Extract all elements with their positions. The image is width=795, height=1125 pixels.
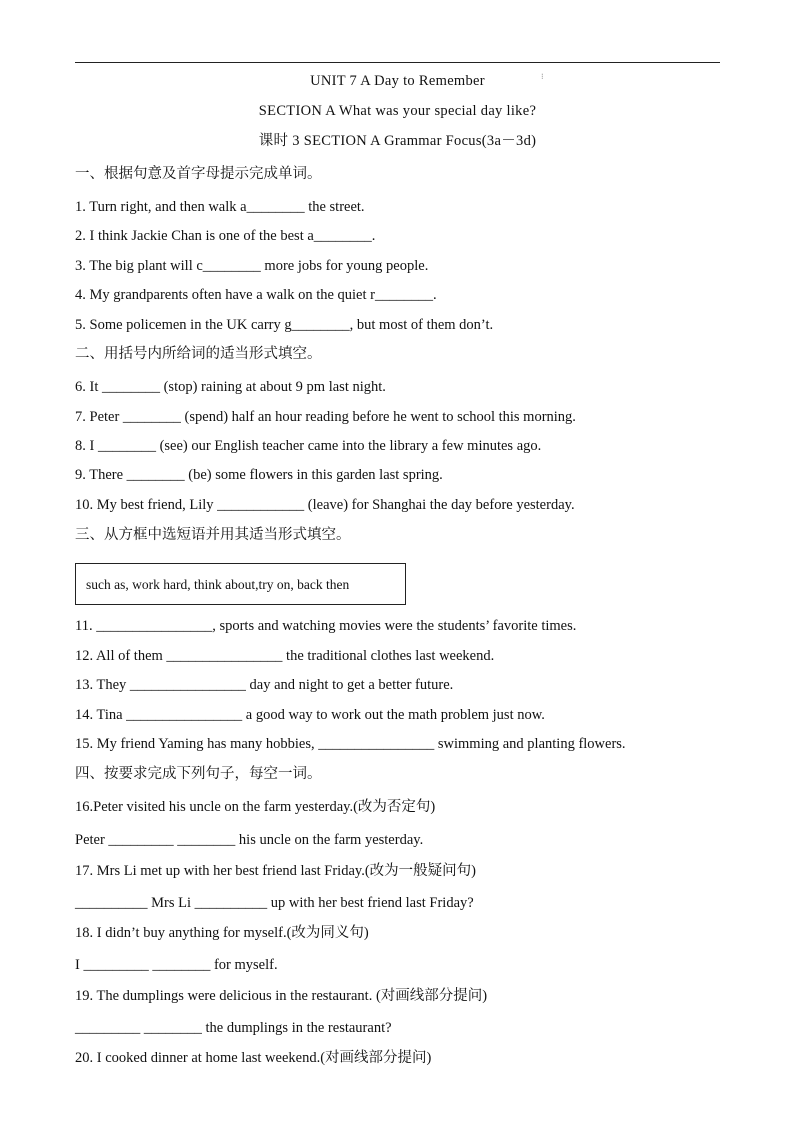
question-item: 17. Mrs Li met up with her best friend last Friday.(改为一般疑问句)	[75, 863, 476, 879]
header-rule	[75, 62, 720, 63]
stray-mark: ⁝	[541, 72, 544, 81]
question-item: 11. ________________, sports and watching movies were the students’ favorite times.	[75, 618, 577, 634]
part3-heading: 三、从方框中选短语并用其适当形式填空。	[75, 527, 351, 543]
section-title: SECTION A What was your special day like?	[258, 103, 537, 119]
phrase-box	[75, 563, 406, 605]
answer-line: _________ ________ the dumplings in the restaurant?	[75, 1020, 392, 1036]
question-item: 16.Peter visited his uncle on the farm yesterday.(改为否定句)	[75, 799, 436, 815]
question-item: 14. Tina ________________ a good way to work out the math problem just now.	[75, 707, 545, 723]
part1-heading: 一、根据句意及首字母提示完成单词。	[75, 166, 322, 182]
question-item: 4. My grandparents often have a walk on the quiet r________.	[75, 287, 437, 303]
question-item: 1. Turn right, and then walk a________ the street.	[75, 199, 365, 215]
question-item: 12. All of them ________________ the traditional clothes last weekend.	[75, 648, 495, 664]
lesson-title: 课时 3 SECTION A Grammar Focus(3a－3d)	[258, 133, 537, 149]
question-item: 7. Peter ________ (spend) half an hour reading before he went to school this morning.	[75, 409, 576, 425]
part2-heading: 二、用括号内所给词的适当形式填空。	[75, 346, 322, 362]
part4-heading: 四、按要求完成下列句子，每空一词。	[75, 766, 322, 782]
question-item: 9. There ________ (be) some flowers in this garden last spring.	[75, 467, 443, 483]
answer-line: Peter _________ ________ his uncle on the farm yesterday.	[75, 832, 424, 848]
question-item: 13. They ________________ day and night to get a better future.	[75, 677, 454, 693]
answer-line: __________ Mrs Li __________ up with her best friend last Friday?	[75, 895, 474, 911]
question-item: 3. The big plant will c________ more jobs for young people.	[75, 258, 429, 274]
question-item: 18. I didn’t buy anything for myself.(改为同义句)	[75, 925, 369, 941]
question-item: 15. My friend Yaming has many hobbies, ________________ swimming and planting flowers.	[75, 736, 626, 752]
question-item: 10. My best friend, Lily ____________ (leave) for Shanghai the day before yesterday.	[75, 497, 575, 513]
phrase-box-text: such as, work hard, think about,try on, back then	[86, 577, 350, 592]
question-item: 2. I think Jackie Chan is one of the best a________.	[75, 228, 376, 244]
answer-line: I _________ ________ for myself.	[75, 957, 278, 973]
question-item: 8. I ________ (see) our English teacher came into the library a few minutes ago.	[75, 438, 542, 454]
unit-title: UNIT 7 A Day to Remember	[310, 73, 485, 89]
question-item: 6. It ________ (stop) raining at about 9 pm last night.	[75, 379, 386, 395]
question-item: 5. Some policemen in the UK carry g________, but most of them don’t.	[75, 317, 494, 333]
question-item: 20. I cooked dinner at home last weekend.(对画线部分提问)	[75, 1050, 432, 1066]
question-item: 19. The dumplings were delicious in the restaurant. (对画线部分提问)	[75, 988, 488, 1004]
